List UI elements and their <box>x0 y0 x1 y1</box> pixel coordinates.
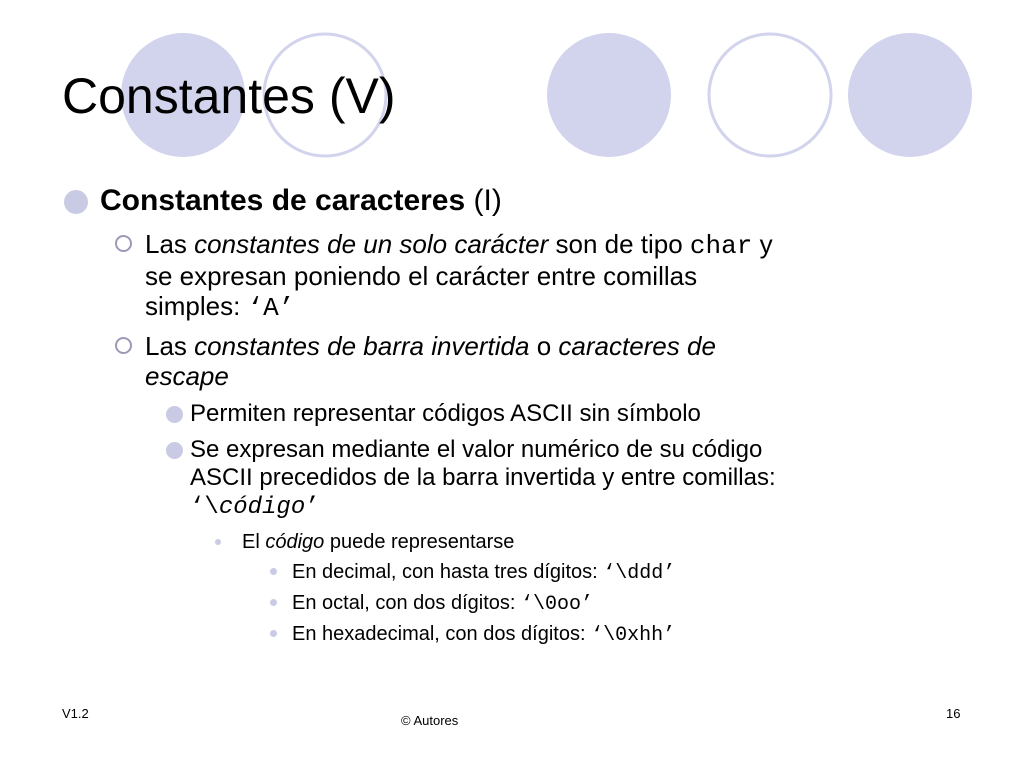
point1-line2: se expresan poniendo el carácter entre comillas <box>145 261 698 291</box>
code-text: ‘\ <box>190 494 219 521</box>
sub2-line1: Se expresan mediante el valor numérico de su código <box>190 436 763 463</box>
footer-author: © Autores <box>401 713 459 728</box>
text: Las <box>145 331 195 361</box>
italic-text: escape <box>145 361 229 391</box>
footer-version: V1.2 <box>62 706 89 721</box>
circle-filled-2 <box>547 33 671 157</box>
bullet-ring-icon <box>115 235 132 252</box>
code-text: ’ <box>305 494 320 521</box>
point1-line1 <box>145 228 945 262</box>
point-escape-constants <box>145 330 945 392</box>
point2-line1 <box>145 330 945 362</box>
circle-outline-2 <box>709 34 831 156</box>
heading-constantes-caracteres <box>100 184 502 218</box>
bullet-dot-icon <box>270 599 277 606</box>
code-italic: código <box>218 494 306 521</box>
text: y <box>752 229 773 259</box>
text: son de tipo <box>548 229 690 259</box>
bullet-ring-icon <box>115 337 132 354</box>
text: simples: <box>145 291 248 321</box>
sub2-line2: ASCII precedidos de la barra invertida y entre comillas: <box>190 464 776 491</box>
sub2-line3 <box>190 492 950 522</box>
footer-page-number: 16 <box>946 706 961 721</box>
text: El <box>242 531 266 553</box>
bullet-dot-icon <box>270 568 277 575</box>
heading-suffix: (I) <box>465 184 502 217</box>
italic-text: constantes de barra invertida <box>194 331 530 361</box>
code-octal: ‘\0oo’ <box>521 593 594 616</box>
italic-text: código <box>265 531 325 553</box>
sub-ascii-without-symbol: Permiten representar códigos ASCII sin símbolo <box>190 400 701 427</box>
text: En octal, con dos dígitos: <box>292 592 522 614</box>
format-hex <box>292 621 675 649</box>
bullet-dot-icon <box>215 539 221 545</box>
bullet-dot-icon <box>270 630 277 637</box>
code-char: char <box>689 231 753 261</box>
italic-text: constantes de un solo carácter <box>194 229 549 259</box>
text: puede representarse <box>324 531 515 553</box>
text: o <box>529 331 559 361</box>
code-hex: ‘\0xhh’ <box>591 624 676 647</box>
format-decimal <box>292 559 675 587</box>
point2-line2 <box>145 360 945 392</box>
sub-numeric-value <box>190 436 950 522</box>
format-octal <box>292 590 593 618</box>
point1-line3 <box>145 290 945 324</box>
bullet-level3-icon <box>166 442 183 459</box>
sub-code-representation <box>242 529 514 555</box>
slide-title: Constantes (V) <box>62 68 396 124</box>
code-decimal: ‘\ddd’ <box>603 562 676 585</box>
italic-text: caracteres de <box>558 331 716 361</box>
point-single-char-constants <box>145 228 945 324</box>
bullet-level3-icon <box>166 406 183 423</box>
text: En decimal, con hasta tres dígitos: <box>292 561 604 583</box>
text: Las <box>145 229 195 259</box>
heading-bold: Constantes de caracteres <box>100 184 466 217</box>
text: En hexadecimal, con dos dígitos: <box>292 623 592 645</box>
circle-filled-3 <box>848 33 972 157</box>
bullet-level1-icon <box>64 190 88 214</box>
code-example: ‘A’ <box>247 293 295 323</box>
